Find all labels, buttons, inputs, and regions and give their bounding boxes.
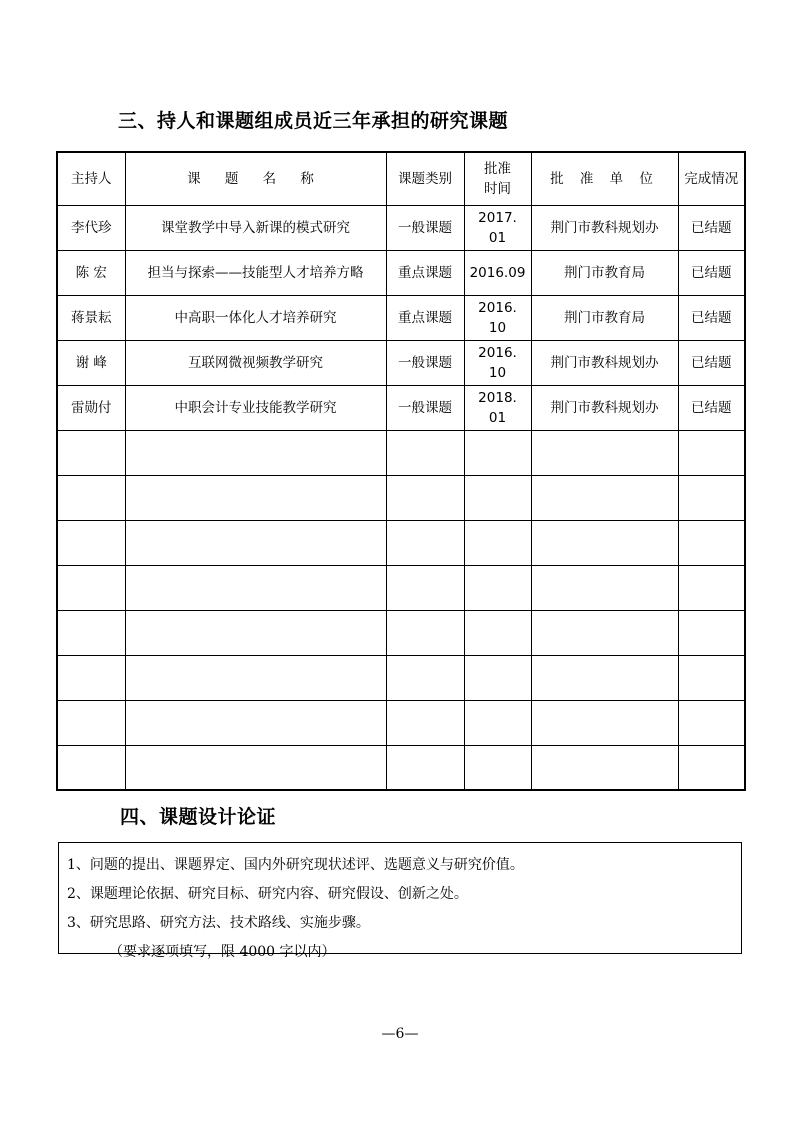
cell-host: 雷勋付 xyxy=(57,385,125,430)
table-row xyxy=(57,340,745,385)
cell-approval-time: 2016.10 xyxy=(464,295,531,340)
header-project-name: 课 题 名 称 xyxy=(125,152,386,205)
design-requirements-box xyxy=(58,842,742,960)
page-number: —6— xyxy=(381,1026,419,1042)
header-host: 主持人 xyxy=(57,152,125,205)
cell-approval-unit: 荆门市教科规划办 xyxy=(531,205,678,250)
header-category: 课题类别 xyxy=(386,152,464,205)
cell-approval-unit: 荆门市教科规划办 xyxy=(531,340,678,385)
empty-table-row xyxy=(57,655,745,700)
cell-host: 陈 宏 xyxy=(57,250,125,295)
section-title-design: 四、课题设计论证 xyxy=(120,806,277,828)
empty-table-row xyxy=(57,610,745,655)
requirement-item: 3、研究思路、研究方法、技术路线、实施步骤。 xyxy=(67,915,370,931)
cell-approval-time: 2017.01 xyxy=(464,205,531,250)
empty-table-row xyxy=(57,520,745,565)
cell-category: 重点课题 xyxy=(386,250,464,295)
table-row xyxy=(57,385,745,430)
cell-project-name: 中高职一体化人才培养研究 xyxy=(125,295,386,340)
empty-table-row xyxy=(57,430,745,475)
cell-approval-unit: 荆门市教育局 xyxy=(531,295,678,340)
empty-table-row xyxy=(57,700,745,745)
cell-category: 一般课题 xyxy=(386,205,464,250)
cell-status: 已结题 xyxy=(678,340,745,385)
cell-approval-unit: 荆门市教育局 xyxy=(531,250,678,295)
header-approval-unit: 批 准 单 位 xyxy=(531,152,678,205)
header-status: 完成情况 xyxy=(678,152,745,205)
cell-status: 已结题 xyxy=(678,385,745,430)
requirement-item: 2、课题理论依据、研究目标、研究内容、研究假设、创新之处。 xyxy=(67,886,468,902)
cell-status: 已结题 xyxy=(678,205,745,250)
empty-table-row xyxy=(57,565,745,610)
cell-approval-time: 2016.10 xyxy=(464,340,531,385)
research-projects-table xyxy=(56,151,746,791)
cell-approval-unit: 荆门市教科规划办 xyxy=(531,385,678,430)
cell-host: 李代珍 xyxy=(57,205,125,250)
header-approval-time: 批准时间 xyxy=(464,152,531,205)
cell-project-name: 课堂教学中导入新课的模式研究 xyxy=(125,205,386,250)
table-row xyxy=(57,250,745,295)
requirement-note: （要求逐项填写，限 4000 字以内） xyxy=(109,944,336,960)
cell-approval-time: 2016.09 xyxy=(464,250,531,295)
table-row xyxy=(57,295,745,340)
cell-category: 一般课题 xyxy=(386,385,464,430)
table-header-row xyxy=(57,152,745,205)
cell-project-name: 中职会计专业技能教学研究 xyxy=(125,385,386,430)
cell-category: 重点课题 xyxy=(386,295,464,340)
section-title-projects: 三、持人和课题组成员近三年承担的研究课题 xyxy=(118,110,509,132)
cell-host: 谢 峰 xyxy=(57,340,125,385)
cell-status: 已结题 xyxy=(678,295,745,340)
cell-project-name: 互联网微视频教学研究 xyxy=(125,340,386,385)
cell-host: 蒋景耘 xyxy=(57,295,125,340)
cell-approval-time: 2018.01 xyxy=(464,385,531,430)
empty-table-row xyxy=(57,475,745,520)
requirement-item: 1、问题的提出、课题界定、国内外研究现状述评、选题意义与研究价值。 xyxy=(67,857,524,873)
table-row xyxy=(57,205,745,250)
cell-status: 已结题 xyxy=(678,250,745,295)
cell-category: 一般课题 xyxy=(386,340,464,385)
empty-table-row xyxy=(57,745,745,790)
cell-project-name: 担当与探索——技能型人才培养方略 xyxy=(125,250,386,295)
